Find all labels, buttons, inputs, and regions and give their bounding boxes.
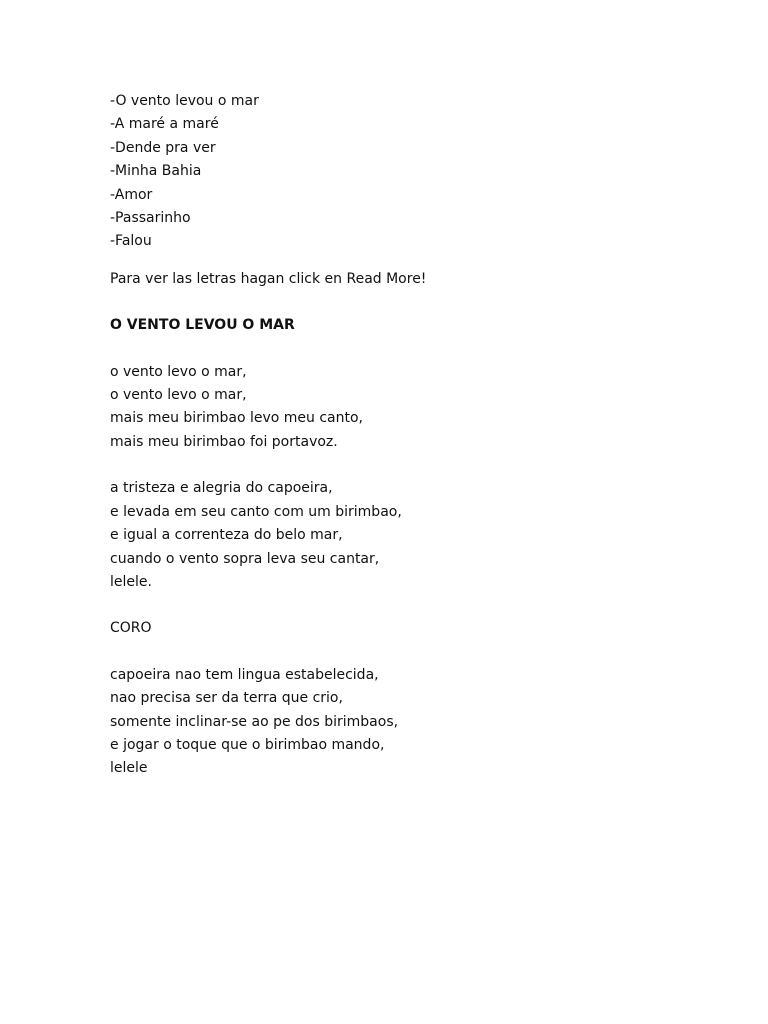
stanza-2 [110,477,710,594]
lyric-line: cuando o vento sopra leva seu cantar, [110,550,380,567]
song-list-item: -Passarinho [110,210,191,227]
read-more-note: Para ver las letras hagan click en Read More! [110,270,427,287]
lyric-line: e levada em seu canto com um birimbao, [110,503,402,520]
lyric-line: lelele. [110,573,152,590]
lyric-line: a tristeza e alegria do capoeira, [110,480,333,497]
chorus-label: CORO [110,620,152,637]
song-list [110,90,710,254]
lyric-line: e igual a correnteza do belo mar, [110,527,343,544]
song-list-item: -O vento levou o mar [110,93,259,109]
song-list-item: -Dende pra ver [110,139,216,156]
lyric-line: lelele [110,760,148,777]
song-title: O VENTO LEVOU O MAR [110,317,295,334]
document-page [110,90,710,781]
lyric-line: capoeira nao tem lingua estabelecida, [110,666,379,683]
song-list-item: -Minha Bahia [110,163,202,180]
lyric-line: mais meu birimbao foi portavoz. [110,433,338,450]
lyric-line: nao precisa ser da terra que crio, [110,690,343,707]
lyric-line: e jogar o toque que o birimbao mando, [110,736,385,753]
lyric-line: o vento levo o mar, [110,387,247,404]
stanza-3 [110,664,710,781]
song-list-item: -A maré a maré [110,116,219,133]
song-list-item: -Falou [110,233,152,250]
song-list-item: -Amor [110,186,153,203]
stanza-1 [110,361,710,455]
lyric-line: somente inclinar-se ao pe dos birimbaos, [110,713,399,730]
lyric-line: mais meu birimbao levo meu canto, [110,410,363,427]
lyric-line: o vento levo o mar, [110,363,247,380]
